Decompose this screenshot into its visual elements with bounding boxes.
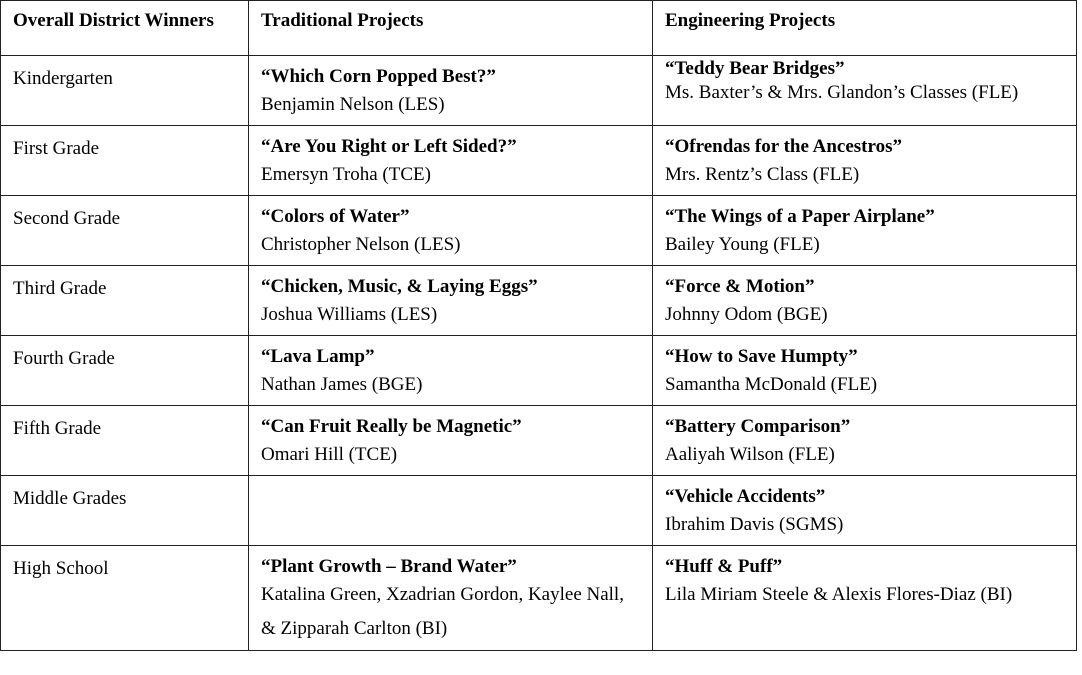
- engineering-cell: [653, 476, 1077, 546]
- project-title: “Lava Lamp”: [261, 346, 375, 367]
- project-title: “Chicken, Music, & Laying Eggs”: [261, 276, 538, 297]
- grade-cell: High School: [1, 546, 249, 651]
- project-title: “Ofrendas for the Ancestros”: [665, 136, 902, 157]
- table-header: [1, 1, 1077, 56]
- traditional-cell: [249, 476, 653, 546]
- project-author: Joshua Williams (LES): [261, 304, 438, 325]
- project-title: “How to Save Humpty”: [665, 346, 858, 367]
- project-author: Bailey Young (FLE): [665, 234, 820, 255]
- traditional-cell: [249, 336, 653, 406]
- table-row: [1, 266, 1077, 336]
- project-title: “Huff & Puff”: [665, 556, 783, 577]
- engineering-cell: [653, 336, 1077, 406]
- project-title: “Which Corn Popped Best?”: [261, 66, 496, 87]
- project-author: Lila Miriam Steele & Alexis Flores-Diaz (BI): [665, 584, 1013, 605]
- grade-cell: First Grade: [1, 126, 249, 196]
- project-title: “Plant Growth – Brand Water”: [261, 556, 517, 577]
- project-author: Benjamin Nelson (LES): [261, 94, 445, 115]
- grade-cell: Third Grade: [1, 266, 249, 336]
- table-row: [1, 126, 1077, 196]
- table-row: [1, 476, 1077, 546]
- engineering-cell: [653, 196, 1077, 266]
- project-title: “The Wings of a Paper Airplane”: [665, 206, 935, 227]
- project-title: “Force & Motion”: [665, 276, 815, 297]
- project-author: Emersyn Troha (TCE): [261, 164, 431, 185]
- grade-cell: Kindergarten: [1, 56, 249, 126]
- traditional-cell: [249, 546, 653, 651]
- project-title: “Vehicle Accidents”: [665, 486, 826, 507]
- grade-cell: Middle Grades: [1, 476, 249, 546]
- traditional-cell: [249, 266, 653, 336]
- project-author: Aaliyah Wilson (FLE): [665, 444, 835, 465]
- header-engineering: Engineering Projects: [653, 1, 1077, 56]
- project-title: “Colors of Water”: [261, 206, 410, 227]
- project-author: Katalina Green, Xzadrian Gordon, Kaylee Nall, & Zipparah Carlton (BI): [261, 584, 624, 639]
- project-author: Samantha McDonald (FLE): [665, 374, 878, 395]
- traditional-cell: [249, 56, 653, 126]
- grade-cell: Fourth Grade: [1, 336, 249, 406]
- engineering-cell: [653, 406, 1077, 476]
- grade-cell: Fifth Grade: [1, 406, 249, 476]
- project-author: Ibrahim Davis (SGMS): [665, 514, 844, 535]
- project-title: “Teddy Bear Bridges”: [665, 58, 845, 79]
- header-traditional: Traditional Projects: [249, 1, 653, 56]
- project-title: “Are You Right or Left Sided?”: [261, 136, 517, 157]
- engineering-cell: [653, 266, 1077, 336]
- table-row: [1, 56, 1077, 126]
- traditional-cell: [249, 196, 653, 266]
- table-body: [1, 56, 1077, 651]
- project-title: “Can Fruit Really be Magnetic”: [261, 416, 522, 437]
- project-author: Johnny Odom (BGE): [665, 304, 828, 325]
- project-author: Omari Hill (TCE): [261, 444, 398, 465]
- engineering-cell: [653, 126, 1077, 196]
- project-author: Mrs. Rentz’s Class (FLE): [665, 164, 860, 185]
- traditional-cell: [249, 406, 653, 476]
- table-row: [1, 406, 1077, 476]
- traditional-cell: [249, 126, 653, 196]
- project-author: Christopher Nelson (LES): [261, 234, 461, 255]
- table-row: [1, 336, 1077, 406]
- engineering-cell: [653, 546, 1077, 651]
- project-author: Nathan James (BGE): [261, 374, 423, 395]
- project-title: “Battery Comparison”: [665, 416, 851, 437]
- project-author: Ms. Baxter’s & Mrs. Glandon’s Classes (FLE): [665, 82, 1019, 103]
- engineering-cell: [653, 56, 1077, 126]
- header-overall: Overall District Winners: [1, 1, 249, 56]
- table-row: [1, 196, 1077, 266]
- table-row: [1, 546, 1077, 651]
- grade-cell: Second Grade: [1, 196, 249, 266]
